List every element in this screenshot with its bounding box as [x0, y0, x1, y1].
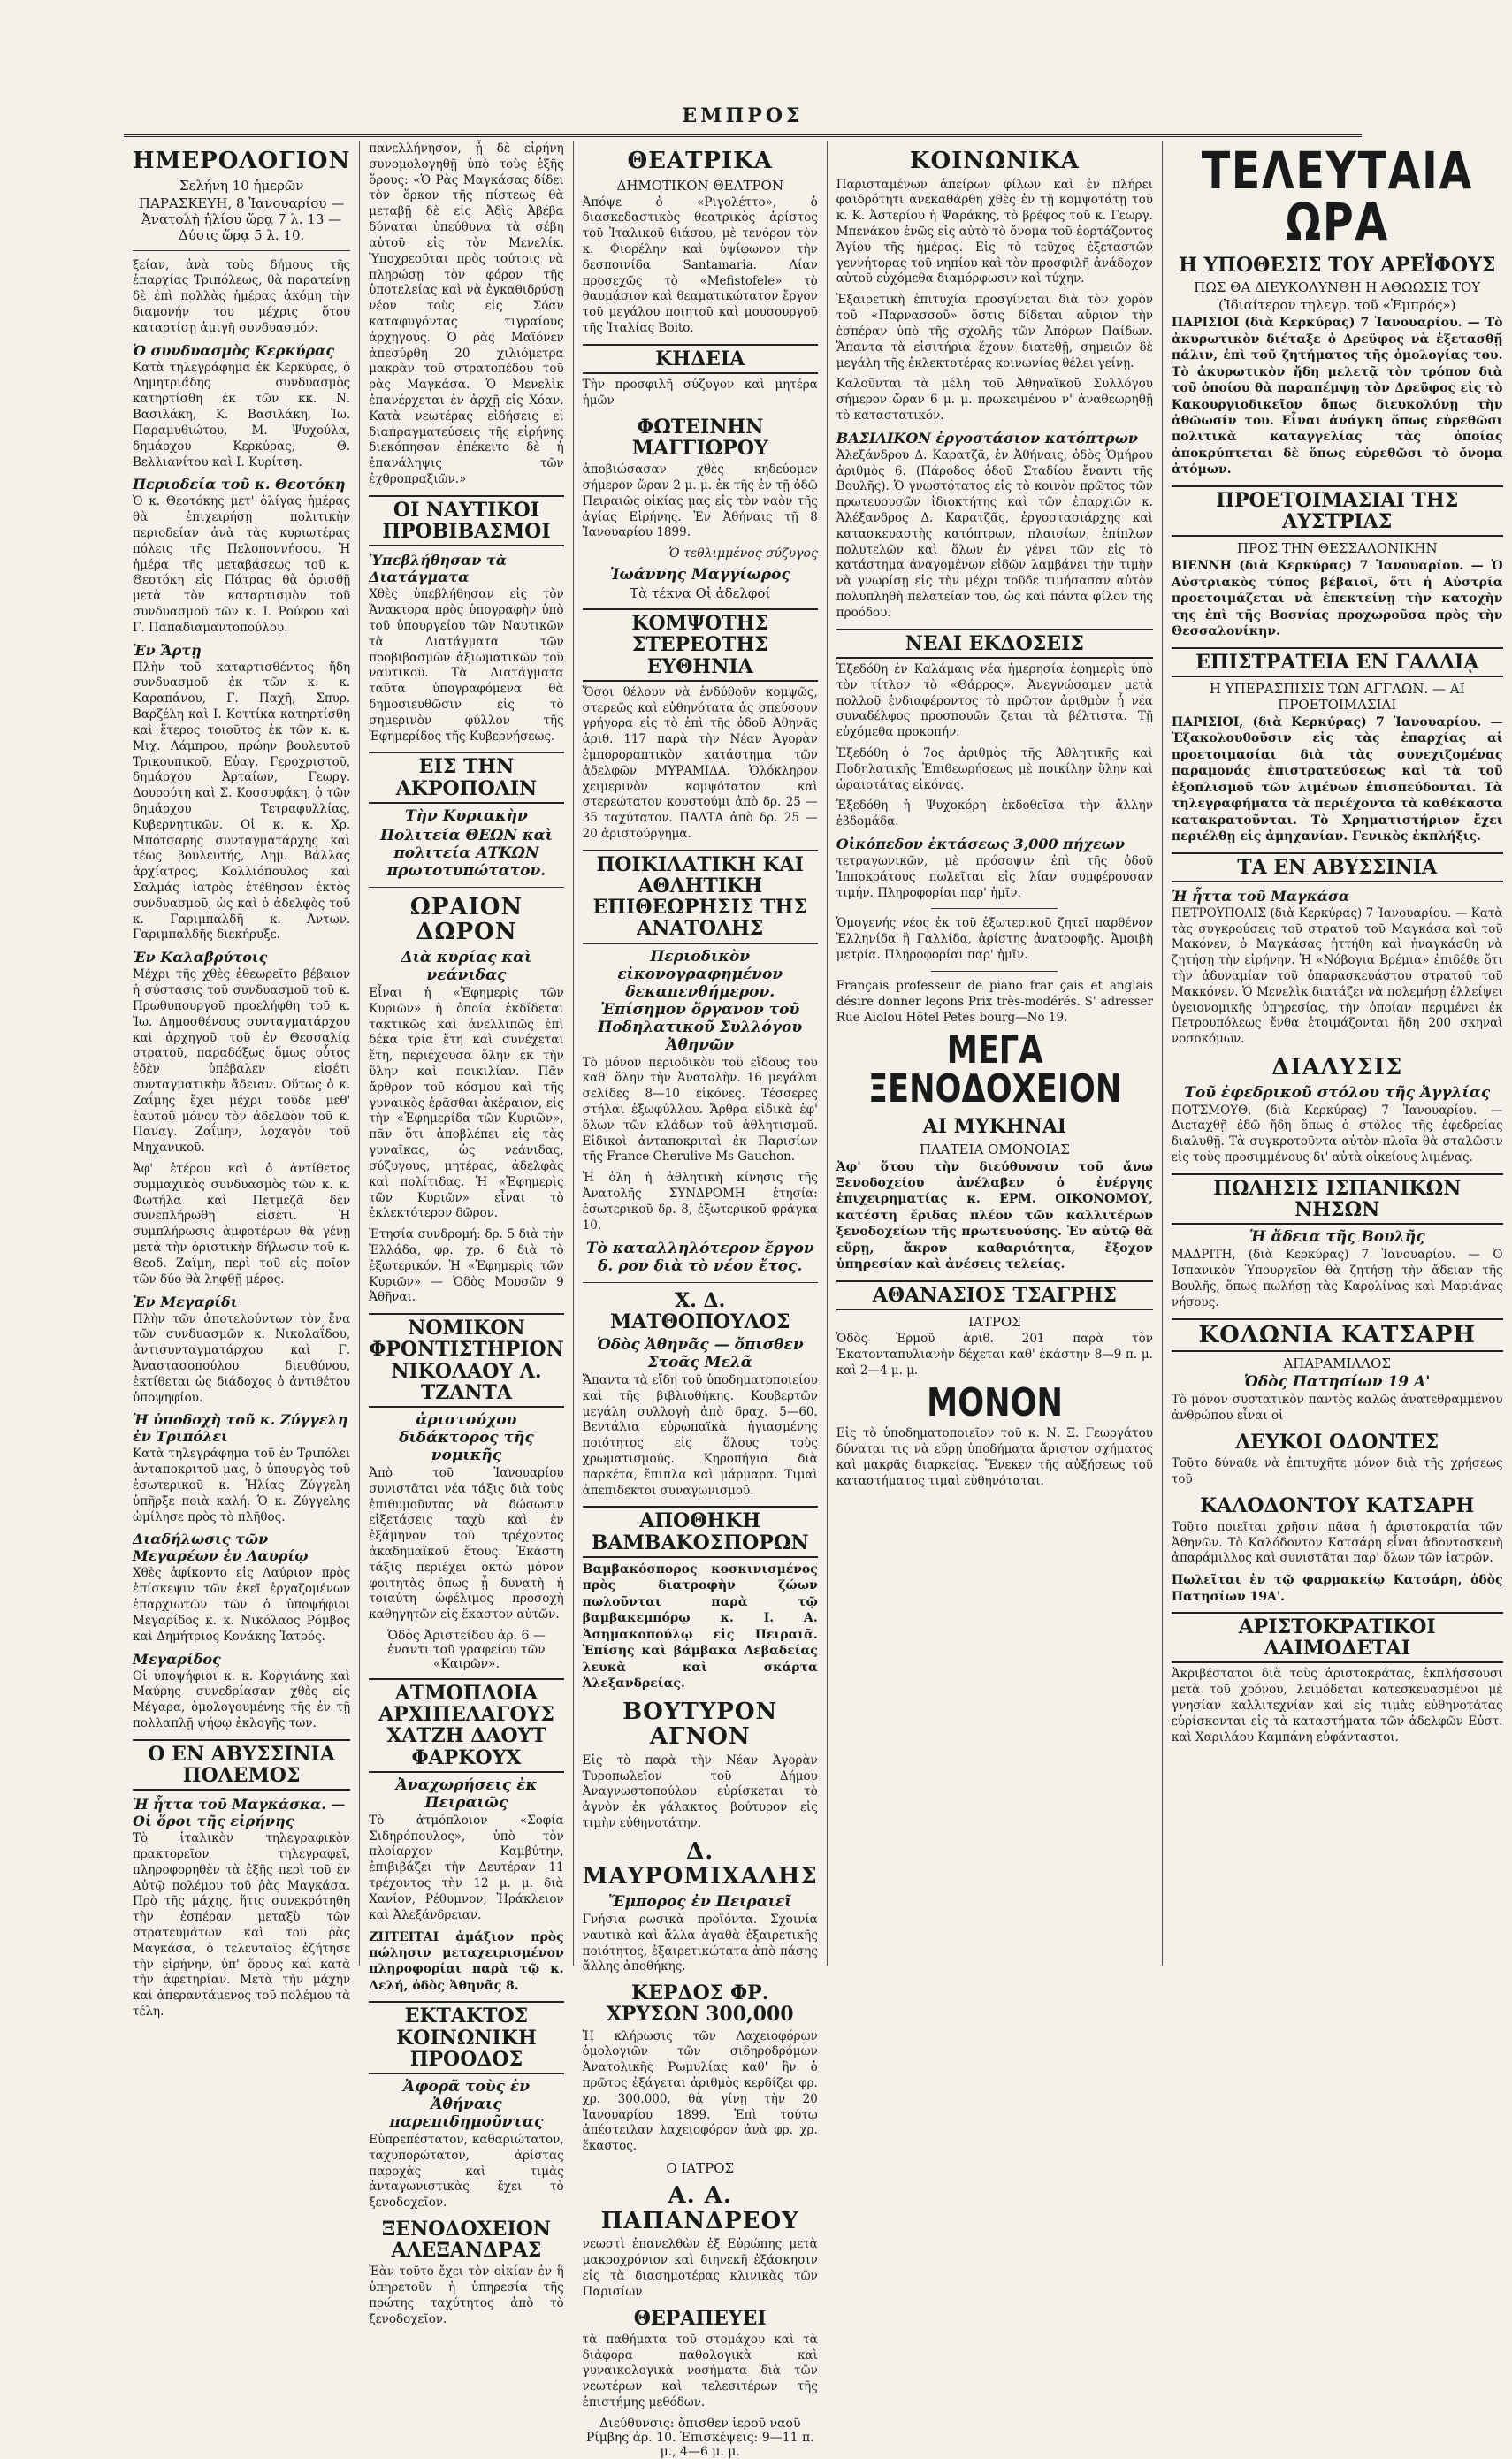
column-2 — [360, 141, 573, 2326]
signature-name: Ἰωάννης Μαγγίωρος — [609, 566, 790, 584]
tailor-sub: Ὁδὸς Ἀθηνᾶς — ὄπισθεν Στοᾶς Μελᾶ — [596, 1335, 804, 1371]
section-heading: Ἡ ὑποδοχὴ τοῦ κ. Ζύγγελη ἐν Τριπόλει — [133, 1411, 348, 1446]
article-text: Τὸ μόνον περιοδικὸν τοῦ εἴδους του καθ' ὅλην τὴν Ἀνατολὴν. 16 μεγάλαι σελίδες 8—10 εἰκόνες. Τέσσερες στήλαι ἐξωφύλλου. Ἄρθρα εἰδικὰ ἐφ' ὅλων τῶν κλάδων τοῦ ἀθλητισμοῦ. Εἰδικοὶ ἀνταποκριταὶ ἐκ Παρισίων τῆς France Cherulive Ms Gauchon. — [582, 1055, 818, 1165]
theatre-title: ΘΕΑΤΡΙΚΑ — [627, 148, 773, 174]
dissolution-title: ΔΙΑΛΥΣΙΣ — [1271, 1054, 1403, 1081]
article-text: ξείαν, ἀνὰ τοὺς δήμους τῆς ἐπαρχίας Τριπόλεως, θὰ παρατείνῃ δὲ ἐπὶ πολλὰς ἡμέρας ἀκόμη τὴν διαμονήν του μέχρις ὅτου καταρτίσῃ ἀμιγῆ συνδυασμόν. — [133, 257, 351, 335]
abyssinia-title: ΤΑ ΕΝ ΑΒΥΣΣΙΝΙΑ — [1172, 852, 1503, 882]
article-text: Εἶναι ἡ «Ἐφημερὶς τῶν Κυριῶν» ἡ ὁποία ἐκδίδεται τακτικῶς καὶ ἀνελλιπῶς ἐπὶ δέκα τρία ἔτη καὶ συνέχεται ἔτη, περιέχουσα ὅλην ἐκ τὴν ὕλην καὶ ποικιλίαν. Πᾶν ἄρθρον τοῦ κόσμου καὶ τῆς γυναικὸς ἐρᾶσθαι ἀκέραιον, εἰς τὴν «Ἐφημερίδα τῶν Κυριῶν», πᾶν ὅτι ἀποβλέπει εἰς τὰς γυναῖκας, ὡς νεάνιδας, σύζυγους, μητέρας, ἀδελφὰς καὶ πολίτιδας. Ἡ «Ἐφημερὶς τῶν Κυριῶν» εἶναι τὸ ἐκλεκτότερον δῶρον. — [369, 985, 564, 1221]
article-text: Μέχρι τῆς χθὲς ἐθεωρεῖτο βέβαιον ἡ σύστασις τοῦ συνδυασμοῦ τοῦ κ. Πρωθυπουργοῦ προελήφθη τοῦ κ. Ἰω. Δημοσθένους συνταγματάρχου καὶ ἀρχηγοῦ τοῦ ἐν Θεσσαλίᾳ στρατοῦ, παραδόξως ὅμως οὗτος ἐδὲν ὑπέβαλεν εἰσέτι συνταγματικὴν ἄδειαν. Οὕτως ὁ κ. Ζαΐμης ἔχει μέχρι τοῦδε μεθ' ἑαυτοῦ μόνον τὸν ἀδελφὸν τοῦ κ. Παναγ. Ζαΐμην, λοχαγὸν τοῦ Μηχανικοῦ. — [133, 967, 351, 1156]
dissolution-sub: Τοῦ ἐφεδρικοῦ στόλου τῆς Ἀγγλίας — [1184, 1083, 1491, 1102]
article-text: ΠΕΤΡΟΥΠΟΛΙΣ (διὰ Κερκύρας) 7 Ἰανουαρίου. — Κατὰ τὰς συγκρούσεις τοῦ στρατοῦ τοῦ Μαγκάσα καὶ τοῦ Μακόνεν, ὁ Μαγκάσας ἡττήθη καὶ ἠναγκάσθη νὰ ζητήσῃ τὴν εἰρήνην. Ἡ «Νόβογια Βρέμια» ἐπιδέθε ὅτι τὴν ἀδυναμίαν τοῦ ὀπαρασκευάστου στρατοῦ τοῦ Μακκόνεν. Ὁ Μενελὶκ διατάζει νὰ πολεμήσῃ ἐλλείψει ὑγειονομικῆς ὑπηρεσίας, τὴν ὁποίαν περιμένει ἐκ Πετρουπόλεως ἔνθα ἑτοιμάζονται ἤδη 200 σκηναὶ νοσοκόμων. — [1171, 905, 1503, 1047]
section-heading: Περιοδεία τοῦ κ. Θεοτόκη — [133, 476, 346, 493]
acropolis-title: ΕΙΣ ΤΗΝ ΑΚΡΟΠΟΛΙΝ — [369, 752, 563, 803]
calendar-title: ΗΜΕΡΟΛΟΓΙΟΝ — [133, 148, 351, 174]
article-text: Τὸ μόνον συστατικὸν παντὸς καλῶς ἀνατεθραμμένου ἀνθρώπου εἶναι οἱ — [1171, 1393, 1503, 1423]
masthead-title: ΕΜΠΡΟΣ — [682, 104, 804, 127]
article-text: Κατὰ τηλεγράφημα τοῦ ἐν Τριπόλει ἀνταποκριτοῦ μας, ὁ ὑπουργὸς τοῦ ἐσωτερικοῦ κ. Ἠλίας Ζύγγελη ὑπῆρξε ποιὰ καλή. Ὁ κ. Ζύγγελης ὡμίλησε πρὸς τὸ πλῆθος. — [133, 1447, 351, 1524]
acropolis-sub: Πολιτεία ΘΕΩΝ καὶ πολιτεία ΑΤΚΩΝ πρωτοτυπώτατον. — [379, 826, 553, 880]
gift-subtitle: Διὰ κυρίας καὶ νεάνιδας — [401, 948, 532, 984]
divider — [931, 971, 1058, 972]
social-title: ΚΟΙΝΩΝΙΚΑ — [909, 148, 1080, 174]
article-text: Ἀπὸ τοῦ Ἰανουαρίου συνιστᾶται νέα τάξις διὰ τοὺς ἐπιθυμοῦντας νὰ δώσωσιν εἰξετάσεις ταχὺ καὶ ἐν ἐξάμηνον τοῦ τρέχοντος ἀκαδημαϊκοῦ ἔτους. Ἑκάστη τάξις περιέχει ὀκτὼ μόνον φοιτητὰς ὅπως ᾖ δυνατὴ ἡ τοιαύτη ὠφέλιμος προσοχὴ καθηγητῶν εἰς ἕκαστον αὐτῶν. — [369, 1465, 564, 1623]
spain-title: ΠΩΛΗΣΙΣ ΙΣΠΑΝΙΚΩΝ ΝΗΣΩΝ — [1172, 1173, 1503, 1225]
article-text: Οἱ ὑποψήφιοι κ. κ. Κοργιάνης καὶ Μαύρης συνεδρίασαν χθὲς εἰς Μέγαρα, ὁμολογουμένης τῆς ἐν τῇ πολλαπλῇ ψήφῳ ἐκλογῆς των. — [133, 1669, 351, 1730]
article-text: Τὸ ἀτμόπλοιον «Σοφία Σιδηρόπουλος», ὑπὸ τὸν πλοίαρχον Καμβύτην, ἐπιβιβάζει τὴν Δευτέραν 11 τρέχοντος τὴν 12 μ. μ. διὰ Χανίον, Ρέθυμνον, Ἡράκλειον καὶ Ἀλεξάνδρειαν. — [369, 1813, 564, 1922]
article-text: Ὁμογενής νέος ἐκ τοῦ ἐξωτερικοῦ ζητεῖ παρθένον Ἑλληνίδα ἢ Γαλλίδα, ἀρίστης ἀνατροφῆς. Ἀμοιβὴ μετρία. Πληροφορίαι παρ' ἡμῖν. — [836, 916, 1153, 963]
product-title: ΚΑΛΟΔΟΝΤΟΥ ΚΑΤΣΑΡΗ — [1200, 1493, 1475, 1517]
doctor-title: Α. Α. ΠΑΠΑΝΔΡΕΟΥ — [600, 2182, 799, 2234]
france-sub: Η ΥΠΕΡΑΣΠΙΣΙΣ ΤΩΝ ΑΓΓΛΩΝ. — ΑΙ ΠΡΟΕΤΟΙΜΑΣΙΑΙ — [1209, 680, 1465, 713]
article-text: Ἀφ' ἑτέρου καὶ ὁ ἀντίθετος συμμαχικὸς συνδυασμὸς τῶν κ. κ. Φωτήλα καὶ Πετμεζᾶ δὲν συνεπλήρωθη εἰσέτι. Ἡ συμπλήρωσις ἀμφοτέρων θὰ γένῃ μετὰ τὴν ὁριστικὴν δήλωσιν τοῦ κ. Θεοδ. Ζαΐμη, περὶ τοῦ εἰς ποῖον τῶν δύο θὰ ληφθῇ μέρος. — [133, 1162, 351, 1287]
article-text: ΒΙΕΝΝΗ (διὰ Κερκύρας) 7 Ἰανουαρίου. — Ὁ Αὐστριακὸς τύπος βέβαιοῖ, ὅτι ἡ Αὐστρία προετοιμάζεται νὰ ἐπεκτείνῃ τὴν κατοχὴν της ἐπὶ τῆς Βοσνίας προχωροῦσα πρὸς τὴν Θεσσαλονίκην. — [1171, 559, 1503, 639]
article-text: Βαμβακόσπορος κοσκινισμένος πρὸς διατροφὴν ζώων πωλοῦνται παρὰ τῷ βαμβακεμπόρῳ κ. Ι. Α. Ἀσημακοπούλῳ εἰς Πειραιᾶ. Ἐπίσης καὶ βάμβακα Λεβαδείας λευκὰ καὶ σκάρτα Ἀλεξανδρείας. — [582, 1562, 818, 1692]
article-text: τὰ παθήματα τοῦ στομάχου καὶ τὰ διάφορα παθολογικὰ καὶ γυναικολογικὰ νοσήματα διὰ τῶν νεωτέρων καὶ τελεσιτέρων τῆς ἐπιστήμης μεθόδων. — [582, 2332, 818, 2409]
section-heading: ΒΑΣΙΛΙΚΟΝ ἐργοστάσιον κατόπτρων — [836, 429, 1139, 447]
article-text: Ἀφ' ὅτου τὴν διεύθυνσιν τοῦ ἄνω Ξενοδοχείου ἀνέλαβεν ὁ ἐνέργης ἐπιχειρηματίας κ. ΕΡΜ. ΟΙΚΟΝΟΜΟΥ, κατέστη ἔριδας πλέον τῶν καλλιτέρων ξενοδοχείων τῆς πρωτευούσης. Ἐν αὐτῷ θὰ εὕρῃ, ἄκρον καθαριότητα, ἔξοχον ὑπηρεσίαν καὶ ἀνέσεις τελείας. — [836, 1159, 1153, 1272]
article-text: Χθὲς ἀφίκοντο εἰς Λαύριον πρὸς ἐπίσκεψιν τῶν ἐκεῖ ἐργαζομένων ἐπαρχιωτῶν τῶν ὁ ὑποψήφιοι Μεγαρίδος κ. κ. Νικόλαος Ρόμβος καὶ Δημήτριος Κονάκης Ἰατρός. — [133, 1566, 351, 1644]
article-text: Τὴν προσφιλῆ σύζυγον καὶ μητέρα ἡμῶν — [582, 378, 818, 408]
article-text: Τὸ ἰταλικὸν τηλεγραφικὸν πρακτορεῖον τηλεγραφεῖ, πληροφορηθὲν τὰ ἐξῆς περὶ τοῦ ἐν Αὐτῷ πολέμου τοῦ ῥὰς Μαγκάσα. Πρὸ τῆς μάχης, ἥτις συνεκρότηθη τὴν ἐσπέραν μεταξὺ τῶν στρατευμάτων καὶ τοῦ ῥὰς Μαγκάσα, ὁ τελευταῖος ἐζήτησε τὴν εἰρήνην, ὑπ' ὅρους καὶ κατὰ τὴν ἀφετηρίαν. Μετὰ τὴν μάχην καὶ ἀπεραντάμενος τοῦ πολέμου τὰ τέλη. — [133, 1831, 351, 2020]
article-text: Ὅσοι θέλουν νὰ ἐνδύθοῦν κομψῶς, στερεῶς καὶ εὐθηνότατα ἀς σπεύσουν γρήγορα εἰς τὸ ἐπὶ τῆς ὁδοῦ Ἀθηνᾶς ἀριθ. 117 παρὰ τὴν Νέαν Ἀγορὰν ἐμποροραπτικὸν κατάστημα τῶν ἀδελφῶν ΜΥΡΑΜΙΔΑ. Ὁλόκληρον χειμερινὸν κομψότατον καὶ στερεώτατον κουστούμι ἀπὸ δρ. 25 — 35 ταχύτατον. ΠΑΛΤΑ ἀπὸ δρ. 25 — 20 ἀριστούργημα. — [582, 684, 818, 842]
pub-title: ΠΟΙΚΙΛΑΤΙΚΗ ΚΑΙ ΑΘΛΗΤΙΚΗ ΕΠΙΘΕΩΡΗΣΙΣ ΤΗΣ ΑΝΑΤΟΛΗΣ — [583, 850, 818, 944]
article-text: Κατὰ τηλεγράφημα ἐκ Κερκύρας, ὁ Δημητριάδης συνδυασμὸς κατηρτίσθη ἐκ τῶν κκ. Ν. Βασιλάκη, Κ. Βασιλάκη, Ἰω. Παραμυθιώτου, Μ. Ψυχούλα, δημάρχου Κερκύρας, Θ. Βελλιανίτου καὶ Ι. Κυρίτση. — [133, 360, 351, 470]
article-text: ἀποβιώσασαν χθὲς κηδεύομεν σήμερον ὥραν 2 μ. μ. ἐκ τῆς ἐν τῇ ὁδῷ Πειραιῶς οἰκίας μας εἰς τὸν ναὸν τῆς ἁγίας Εἰρήνης. Ἐν Ἀθήναις τῇ 8 Ἰανουαρίου 1899. — [582, 462, 818, 540]
law-subtitle: ἀριστούχου διδάκτορος τῆς νομικῆς — [399, 1410, 534, 1464]
acropolis-sub: Τὴν Κυριακὴν — [405, 806, 528, 825]
shop-sub: Ἔμπορος ἐν Πειραιεῖ — [607, 1892, 792, 1911]
tsagris-title: ΑΘΑΝΑΣΙΟΣ ΤΣΑΓΡΗΣ — [836, 1280, 1153, 1310]
dreyfus-sub: ΠΩΣ ΘΑ ΔΙΕΥΚΟΛΥΝΘΗ Η ΑΘΩΩΣΙΣ ΤΟΥ — [1194, 279, 1481, 296]
article-text: πανελλήνησον, ᾗ δὲ εἰρήνη συνομολογηθῇ ὑπὸ τοὺς ἑξῆς ὅρους: «Ὁ Ρὰς Μαγκάσας δίδει τὸν ὅρκον τῆς πίστεως θὰ μεταβῇ δὲ εἰς Ἀδὶς Ἀβέβα δύναται ὑπεύθυνα τὰ σέβη αὐτοῦ εἰς τὸν Μενελίκ. Ὑποχρεοῦται πρὸς τούτοις νὰ πληρώσῃ τὸν φόρον τῆς ὑποτελείας καὶ νὰ ἐγκαθιδρύσῃ νέον τοὺς εἰς Σόαν καταφυγόντας τιγραίους ἀρχηγούς. Ὁ ρὰς Μαϊόνεν ἀπεσύρθη 20 χιλιόμετρα μακρὰν τοῦ στρατοπέδου τοῦ ρὰς Μαγκάσα. Ὁ Μενελὶκ ἐπανέρχεται ἐν ἀρχῇ εἰς Χόαν. Κατὰ νεωτέρας εἰδήσεις εἰ διαπραγματεύσεις τῆς εἰρήνης διεκόπησαν ἐπέκειτο δὲ ἡ ἐπανάληψις τῶν ἐχθροπραξιῶν.» — [369, 141, 564, 487]
doctor-pre: Ο ΙΑΤΡΟΣ — [666, 2160, 735, 2177]
divider — [369, 887, 563, 888]
section-heading: Ἐν Μεγαρίδι — [133, 1293, 238, 1310]
new-editions-title: ΝΕΑΙ ΕΚΔΟΣΕΙΣ — [836, 629, 1153, 659]
article-text: Γνήσια ρωσικὰ προϊόντα. Σχοινία ναυτικὰ καὶ ἄλλα ἀγαθὰ ἐξαιρετικῆς ποιότητος, ἐξαιρετικώτατα ἀπὸ πάσης ἄλλης ἀποθήκης. — [582, 1912, 818, 1974]
funeral-name: ΦΩΤΕΙΝΗΝ ΜΑΓΓΙΩΡΟΥ — [631, 415, 768, 460]
gain-title: ΚΕΡΔΟΣ ΦΡ. ΧΡΥΣΩΝ 300,000 — [606, 1982, 794, 2027]
dreyfus-credit: (Ἰδιαίτερον τηλεγρ. τοῦ «Ἐμπρός») — [1218, 297, 1456, 314]
article-text: Ἐτησία συνδρομή: δρ. 5 διὰ τὴν Ἑλλάδα, φρ. χρ. 6 διὰ τὸ ἐξωτερικόν. Ἡ «Ἐφημερὶς τῶν Κυριῶν» — Ὁδὸς Μουσῶν 9 Ἀθῆναι. — [369, 1227, 564, 1305]
article-text: τετραγωνικῶν, μὲ πρόσοψιν ἐπὶ τῆς ὁδοῦ Ἱπποκράτους πωλεῖται εἰς λίαν συμφέρουσαν τιμήν. Πληροφορίαι παρ' ἡμῖν. — [836, 854, 1153, 900]
article-text: Καλοῦνται τὰ μέλη τοῦ Ἀθηναϊκοῦ Συλλόγου σήμερον ὥραν 6 μ. μ. πρωκειμένου ν' ἀναθεωρηθῇ τὸ καταστατικόν. — [836, 377, 1153, 423]
hotel-place: ΠΛΑΤΕΙΑ ΟΜΟΝΟΙΑΣ — [919, 1141, 1070, 1157]
article-text: ΠΟΤΣΜΟΥΘ, (διὰ Κερκύρας) 7 Ἰανουαρίου. — Διεταχθῇ ἐδῶ ἤδη ὅπως ὁ στόλος τῆς ἐφεδρείας διαλυθῇ. Τὰ συγκροτοῦντα αὐτὸν πλοῖα θὰ σταλῶσιν εἰς τοὺς προσιμμένους δι' αὐτὰ οἰκείους λιμένας. — [1171, 1103, 1503, 1165]
section-heading: Ἐν Ἄρτῃ — [133, 641, 202, 659]
article-text: Ἡ ὀλη ἡ ἀθλητικὴ κίνησις τῆς Ἀνατολῆς ΣΥΝΔΡΟΜΗ ἐτησία: ἐσωτερικοῦ δρ. 8, ἐξωτερικοῦ φράγκα 10. — [582, 1171, 818, 1233]
article-text: Πλὴν τῶν ἀποτελούντων τὸν ἕνα τῶν συνδυασμῶν κ. Νικολαΐδου, ἀντισυνταγματάρχου καὶ Γ. Ἀναστασοπούλου διευθύνου, ἐκτίθεται ὡς διάδοχος ὁ ἀντιθέτου ὑποψηφίου. — [133, 1311, 351, 1405]
pub-extra: Τὸ καταλληλότερον ἔργον δ. ρον διὰ τὸ νέον ἔτος. — [585, 1239, 814, 1275]
article-text: Ἐξαιρετικὴ ἐπιτυχία προσγίνεται διὰ τὸν χορὸν τοῦ «Παρνασσοῦ» ὅστις δίδεται αὔριον τὴν ἑσπέραν ὑπὸ τῆς σχολῆς τῶν Ἀπόρων Παίδων. Ἅπαντα τὰ εἰσιτήρια ἔχουν διατεθῇ, σημειῶν δὲ μεγάλη τῆς ἐκλεκτοτέρας κοινωνίας θέλει γείνῃ. — [836, 293, 1153, 370]
late-news-title: ΤΕΛΕΥΤΑΙΑ ΩΡΑ — [1201, 141, 1473, 252]
article-text: Ἀλεξάνδρου Δ. Καρατζᾶ, ἐν Ἀθήναις, ὁδὸς Ὁμήρου ἀριθμὸς 6. (Πάροδος ὁδοῦ Σταδίου ἔναντι τῆς Βουλῆς). Ὁ γνωστότατος εἰς τὸ κοινὸν πρῶτος τῶν πρωτευουσῶν ἰδιοκτήτης καὶ τῶν ἐπαρχιῶν κ. Ἀλέξανδρος Δ. Καρατζᾶς, ἐργοστασιάρχης καὶ κατασκευαστὴς κατόπτρων, πλαισίων, ἐπίπλων πολυτελῶν καὶ ὅλων ἐν γένει τῶν εἰς τὸ κατάστημα ἀναγομένων εἰδῶν λαμβάνει τὴν τιμὴν νὰ γνωρίσῃ εἰς τὴν μέχρι τοῦδε τιμήσασαν αὐτὸν πολυπληθὴ πελατείαν του, ὡς καὶ πάντα φίλον τῆς προόδου. — [836, 447, 1153, 620]
spain-sub: Ἡ ἄδεια τῆς Βουλῆς — [1249, 1228, 1425, 1247]
only-title: ΜΟΝΟΝ — [926, 1380, 1063, 1426]
signature-family: Τὰ τέκνα Οἱ ἀδελφοί — [630, 585, 771, 602]
article-text: Χθὲς ὑπεβλήθησαν εἰς τὸν Ἄνακτορα πρὸς ὑπογραφὴν ὑπὸ τοῦ ὑπουργείου τῶν Ναυτικῶν τὰ Διατάγματα τῶν προβιβασμῶν ἀξιωματικῶν τοῦ ναυτικοῦ. Τὰ Διατάγματα ταῦτα ὑπογραφόμενα θὰ δημοσιευθῶσιν εἰς τὸ σημερινὸν φύλλον τῆς Ἐφημερίδος τῆς Κυβερνήσεως. — [369, 587, 564, 744]
shoes-title: ΚΟΜΨΟΤΗΣ ΣΤΕΡΕΟΤΗΣ ΕΥΘΗΝΙΑ — [583, 608, 818, 682]
section-heading: Οἰκόπεδον ἐκτάσεως 3,000 πήχεων — [836, 836, 1126, 853]
theatre-sub: ΔΗΜΟΤΙΚΟΝ ΘΕΑΤΡΟΝ — [616, 177, 783, 194]
aristo-title: ΑΡΙΣΤΟΚΡΑΤΙΚΟΙ ΛΑΙΜΟΔΕΤΑΙ — [1172, 1612, 1503, 1663]
section-heading: Μεγαρίδος — [133, 1650, 221, 1668]
article-text: Τοῦτο δύναθε νὰ ἐπιτυχῆτε μόνον διὰ τῆς χρήσεως τοῦ — [1171, 1455, 1503, 1486]
hotel-title: ΜΕΓΑ ΞΕΝΟΔΟΧΕΙΟΝ — [867, 1027, 1122, 1112]
section-heading: Ὁ συνδυασμὸς Κερκύρας — [133, 341, 335, 359]
section-heading: Ἐν Καλαβρύτοις — [133, 949, 268, 966]
war-title: Ο ΕΝ ΑΒΥΣΣΙΝΙΑ ΠΟΛΕΜΟΣ — [133, 1739, 350, 1791]
divider — [931, 908, 1058, 909]
butter-title: ΒΟΥΤΥΡΟΝ ΑΓΝΟΝ — [622, 1698, 778, 1751]
article-text: Ἐξεδόθη ὁ 7ος ἀριθμὸς τῆς Ἀθλητικῆς καὶ Ποδηλατικῆς Ἐπιθεωρήσεως μὲ ποικίλην ὕλην καὶ ὡραιοτάτας εἰκόνας. — [836, 745, 1153, 792]
gift-title: ΩΡΑΙΟΝ ΔΩΡΟΝ — [409, 893, 523, 946]
article-text: Ἀπόψε ὁ «Ριγολέττο», ὁ διασκεδαστικὸς θεατρικὸς ἀρίστος τοῦ Ἰταλικοῦ θιάσου, μὲ τενόρον τὸν κ. Φιορέλην καὶ ὑψίφωνον τὴν δεσποινίδα Santamaria. Λίαν προσεχῶς τὸ «Mefistofele» τὸ θαυμάσιον καὶ θεαματικώτατον ἔργον τοῦ μεγάλου ποιητοῦ καὶ μουσουργοῦ τῆς Ἰταλίας Boito. — [582, 195, 818, 336]
tailor-title: Χ. Δ. ΜΑΤΘΟΠΟΥΛΟΣ — [609, 1288, 790, 1333]
hotel-alexandra-title: ΞΕΝΟΔΟΧΕΙΟΝ ΑΛΕΞΑΝΔΡΑΣ — [381, 2218, 552, 2263]
article-text: Ἅπαντα τὰ εἴδη τοῦ ὑποδηματοποιείου καὶ τῆς βιβλιοθήκης. Κουβερτῶν μεγάλη συλλογὴ ἀπὸ δραχ. 5—60. Βεντάλια εὐρωπαϊκὰ ἡγιασμένης ποιότητος εἰς ὅλους τοὺς χρωματισμούς. Κηροπήγια διὰ παρκέτα, ἔπιπλα καὶ μάρμαρα. Τιμαὶ ἀπεπιδεκτοι συναγωνισμοῦ. — [582, 1372, 818, 1498]
france-title: ΕΠΙΣΤΡΑΤΕΙΑ ΕΝ ΓΑΛΛΙᾼ — [1172, 647, 1503, 677]
column-1 — [124, 141, 360, 2020]
austria-title: ΠΡΟΕΤΟΙΜΑΣΙΑΙ ΤΗΣ ΑΥΣΤΡΙΑΣ — [1172, 485, 1503, 537]
wanted-ad: ΖΗΤΕΙΤΑΙ ἀμάξιον πρὸς πώλησιν μεταχειρισμένον πληροφορίαι παρὰ τῷ κ. Δελή, ὁδὸς Ἀθηνᾶς 8. — [369, 1929, 564, 1993]
cologne-address: Ὁδὸς Πατησίων 19 Α' — [1244, 1373, 1431, 1392]
column-5 — [1163, 141, 1512, 1966]
teeth-title: ΛΕΥΚΟΙ ΟΔΟΝΤΕΣ — [1235, 1430, 1439, 1454]
law-address: Ὁδὸς Ἀριστείδου ἀρ. 6 — ἐναντι τοῦ γραφείου τῶν «Καιρῶν». — [387, 1629, 546, 1672]
date-line: ΠΑΡΑΣΚΕΥΗ, 8 Ἰανουαρίου — Ἀνατολὴ ἡλίου ὥρᾳ 7 λ. 13 — Δύσις ὥρᾳ 5 λ. 10. — [138, 195, 345, 243]
article-text: Ὁ κ. Θεοτόκης μετ' ὀλίγας ἡμέρας θὰ ἐπιχειρήσῃ πολιτικὴν περιοδείαν ἀνὰ τὰς κυριωτέρας πόλεις τῆς Πελοποννήσου. Ἡ ἡμέρα τῆς μεταβάσεως τοῦ κ. Θεοτόκη εἰς Πάτρας θὰ ὁρισθῇ μετὰ τὸν καταρτισμὸν τοῦ συνδυασμοῦ τῶν κ. Ι. Ρούφου καὶ Γ. Παπαδιαμαντοπούλου. — [133, 494, 351, 635]
column-3 — [574, 141, 828, 2459]
article-text: ΜΑΔΡΙΤΗ, (διὰ Κερκύρας) 7 Ἰανουαρίου. — Ὁ Ἱσπανικὸν Ὑπουργεῖον θὰ ζητήσῃ τὴν ἄδειαν τῆς Βουλῆς, ὅπως πωλήσῃ τὰς Καρολίνας καὶ Μαριάνας νήσους. — [1171, 1248, 1503, 1310]
shop-title: Δ. ΜΑΥΡΟΜΙΧΑΛΗΣ — [582, 1837, 818, 1890]
war-subtitle: Ἡ ἧττα τοῦ Μαγκάσκα. — Οἱ ὅροι τῆς εἰρήνης — [133, 1796, 346, 1830]
article-text: Παρισταμένων ἀπείρων φίλων καὶ ἐν πλήρει φαιδρότητι ἀνεκαθάρθη χθὲς ἐν τῇ κομψοτάτῃ τοῦ κ. Κ. Ἀστερίου ἡ Ψαράκης, τὸ βρέφος τοῦ κ. Γεωργ. Μπενάκου ἐνῶς εἰς αὐτὸ τὸ ὄνομα τοῦ ἑορτάζοντος Ἁγίου τῆς ἡμέρας. Εἰς τὸ τεῦχος ἐξεταστῶν γεννήτορας τοῦ νηπίου καὶ τὸν προσφιλῆ ἀνάδοχον αὐτοῦ εὐχόμεθα διαμόρφωσιν καὶ τύχην. — [836, 177, 1153, 286]
tsagris-sub: ΙΑΤΡΟΣ — [967, 1314, 1021, 1330]
cologne-title: ΚΟΛΩΝΙΑ ΚΑΤΣΑΡΗ — [1172, 1318, 1503, 1353]
article-text: Ἐξεδόθη ἐν Καλάμαις νέα ἡμερησία ἐφημερὶς ὑπὸ τὸν τίτλον τὸ «Θάρρος». Ἀνεγνώσαμεν μετὰ πολλοῦ ἐνδιαφέροντος τὸ πρῶτον ἀριθμὸν ᾗ νέα συναδέλφος προσπουῶν ζεται τὰ βέλτιστα. Τῇ εὐχόμεθα προκοπήν. — [836, 661, 1153, 740]
doctor-address: Διεύθυνσις: ὄπισθεν ἱεροῦ ναοῦ Ρίμβης ἀρ. 10. Ἐπισκέψεις: 9—11 π. μ., 4—6 μ. μ. — [585, 2416, 814, 2459]
masthead — [124, 104, 1362, 137]
article-text: Εἰς τὸ ὑποδηματοποιεῖον τοῦ κ. Ν. Ξ. Γεωργάτου δύναται τις νὰ εὕρῃ ὑποδήματα ἄριστον σχήματος καὶ μακρᾶς διαρκείας. Ἕνεκεν τῆς αὐξήσεως τοῦ καταστήματος τιμαὶ εὐθηνόταται. — [836, 1426, 1153, 1488]
article-text: Ἐξεδόθη ἡ Ψυχοκόρη ἐκδοθεῖσα τὴν ἄλλην ἐβδομάδα. — [836, 798, 1153, 829]
hotel-name: ΑΙ ΜΥΚΗΝΑΙ — [922, 1115, 1067, 1139]
navy-subtitle: Ὑπεβλήθησαν τὰ Διατάγματα — [369, 552, 508, 586]
article-text: Πωλεῖται ἐν τῷ φαρμακείῳ Κατσάρη, ὁδὸς Πατησίων 19Α'. — [1171, 1573, 1503, 1604]
cotton-title: ΑΠΟΘΗΚΗ ΒΑΜΒΑΚΟΣΠΟΡΩΝ — [583, 1506, 818, 1557]
moon-line: Σελήνη 10 ἡμερῶν — [179, 177, 304, 194]
doctor-heal: ΘΕΡΑΠΕΥΕΙ — [633, 2306, 767, 2330]
column-4 — [828, 141, 1163, 1966]
pub-sub: Περιοδικὸν εἰκονογραφημένον δεκαπενθήμερον. Ἐπίσημον ὄργανον τοῦ Ποδηλατικοῦ Συλλόγου Ἀθηνῶν — [598, 947, 803, 1054]
article-text: Français professeur de piano frar çais et anglais désire donner leçons Prix très-modérés. S' adresser Rue Aiolou Hôtel Petes bourg—No 19. — [836, 978, 1153, 1025]
ship-title: ΑΤΜΟΠΛΟΙΑ ΑΡΧΙΠΕΛΑΓΟΥΣ ΧΑΤΖΗ ΔΑΟΥΤ ΦΑΡΚΟΥΧ — [369, 1678, 563, 1773]
article-text: Ὁδὸς Ἑρμοῦ ἀριθ. 201 παρὰ τὸν Ἐκατονταπυλιανὴν δέχεται καθ' ἑκάστην 8—9 π. μ. καὶ 2—4 μ. μ. — [836, 1332, 1153, 1378]
signature: Ὁ τεθλιμμένος σύζυγος — [668, 546, 818, 561]
divider — [133, 250, 350, 251]
navy-title: ΟΙ ΝΑΥΤΙΚΟΙ ΠΡΟΒΙΒΑΣΜΟΙ — [369, 495, 563, 546]
article-text: Ἐὰν τοῦτο ἔχει τὸν οἰκίαν ἐν ἣ ὑπηρετοῦν ἡ ὑπηρεσία τῆς πρώτης ταχύτητος ἀπὸ τὸ ξενοδοχεῖον. — [369, 2264, 564, 2326]
ship-subtitle: Ἀναχωρήσεις ἐκ Πειραιῶς — [395, 1776, 538, 1812]
funeral-title: ΚΗΔΕΙΑ — [583, 344, 818, 374]
social-progress-title: ΕΚΤΑΚΤΟΣ ΚΟΙΝΩΝΙΚΗ ΠΡΟΟΔΟΣ — [369, 2001, 563, 2074]
dreyfus-title: Η ΥΠΟΘΕΣΙΣ ΤΟΥ ΑΡΕΪΦΟΥΣ — [1179, 254, 1496, 277]
article-text: Ἀκριβέστατοι διὰ τοὺς ἀριστοκράτας, ἐκπλήσσουσι μετὰ τοῦ χρόνου, λειμόδεται κατεσκευασμένοι μὲ γνησίαν καλλιτεχνίαν καὶ εἰς τιμὰς εὐθηνοτάτας εὑρίσκονται εἰς τὰ καταστήματα τῶν ἀδελφῶν Εὐστ. καὶ Χαριλάου Καμπάνη εὐφάνταστοι. — [1171, 1667, 1503, 1745]
article-text: Εἰς τὸ παρὰ τὴν Νέαν Ἀγορὰν Τυροπωλεῖον τοῦ Δήμου Ἀναγνωστοπούλου εὑρίσκεται τὸ ἀγνὸν ἐκ γάλακτος βούτυρον εἰς τιμὴν εὐθηνοτάτην. — [582, 1753, 818, 1830]
article-text: ΠΑΡΙΣΙΟΙ, (διὰ Κερκύρας) 7 Ἰανουαρίου. — Ἐξακολουθοῦσιν εἰς τὰς ἐπαρχίας αἱ προετοιμασίαι διὰ τὰς συνεχιζομένας παραμονάς ἐπιστρατεύσεως καὶ τὰ τοῦ ἐξοπλισμοῦ τῶν λιμένων ἐπισπεύδονται. Τὰ τηλεγραφήματα τὰ περιέχοντα τὰ καθέκαστα κατακρατοῦνται. Τὸ Χρηματιστήριον ἔχει περιέλθῃ εἰς ἀμηχανίαν. Γενικὸς ἐκπλήξις. — [1171, 714, 1503, 844]
section-heading: Διαδήλωσις τῶν Μεγαρέων ἐν Λαυρίῳ — [133, 1531, 309, 1565]
article-text: Πλὴν τοῦ καταρτισθέντος ἤδη συνδυασμοῦ ἐκ τῶν κ. κ. Καραπάνου, Γ. Παχῆ, Σπυρ. Βαρζέλη καὶ Ι. Κοττίκα κατηρτίσθη καὶ ἕτερος τοιοῦτος ἐκ τῶν κ. κ. Μιχ. Λάμπρου, πρώην βουλευτοῦ Τρικουπικοῦ, Εὐαγ. Γεροχριστοῦ, δημάρχου Ἀρταίων, Γεωργ. Δουρούτη καὶ Σ. Κοσσυφάκη, ὁ τῶν δημάρχου Τετραφυλλίας, Κυβερνητικῶν. Οἱ κ. κ. Χρ. Μπότσαρης συνταγματάρχης καὶ τέως βουλευτής, Δημ. Βάλλας ἀρχίατρος, Κολλιόπουλος καὶ Σαλμάς ἰατρὸς ἐτέθησαν ἐκτὸς συνδυασμοῦ, ὡς καὶ ὁ ἀδελφὸς τοῦ κ. Γαριμπαλδῆ κ. Ἀντων. Γαριμπαλδῆς διεκήρυξε. — [133, 660, 351, 943]
columns — [124, 141, 1503, 2459]
article-text: Τοῦτο ποιεῖται χρῆσιν πᾶσα ἡ ἀριστοκρατία τῶν Ἀθηνῶν. Τὸ Καλόδοντον Κατσάρη εἶναι ἀδοντοσκευὴ ἀπαράμιλλος καὶ συνιστᾶται παρ' ὅλων τῶν ἰατρῶν. — [1171, 1519, 1503, 1566]
article-text: Εὐπρεπέστατον, καθαριώτατον, ταχυπορώτατον, ἀρίστας παροχὰς καὶ τιμὰς ἀνταγωνιστικὰς ἔχει τὸ ξενοδοχεῖον. — [369, 2132, 564, 2211]
divider — [583, 1282, 818, 1283]
abyssinia-sub: Ἡ ἧττα τοῦ Μαγκάσα — [1171, 887, 1350, 905]
social-progress-sub: Ἀφορᾶ τοὺς ἐν Ἀθήναις παρεπιδημοῦντας — [389, 2077, 544, 2131]
article-text: νεωστὶ ἐπανελθὼν ἐξ Εὐρώπης μετὰ μακροχρόνιον καὶ διηνεκῆ ἐξάσκησιν εἰς τὰ διασημοτέρας κλινικὰς τῶν Παρισίων — [582, 2237, 818, 2299]
article-text: ΠΑΡΙΣΙΟΙ (διὰ Κερκύρας) 7 Ἰανουαρίου. — Τὸ ἀκυρωτικὸν διέταξε ὁ Δρεϋφος νὰ ἐξετασθῇ πάλιν, ἐπὶ τοῦ ζητήματος τῆς ὁμολογίας του. Τὸ ἀκυρωτικὸν ἤδη μελετᾷ τὸν τρόπον διὰ τοῦ ὁποίου θὰ παραπέμψῃ τὸν Δρεϋφος εἰς τὸ Κακουργιοδικεῖον ὅπως διευκολύνῃ τὴν ἀθῶωσίν του. Εἶναι ἀνάγκη ὅπως εὑρεθῶσι πολιτικὰ καταγγελίας τὰς ὁποίας ἀποκρύπτεται δὲ ὅπως εὑρεθῶσι τὸ ὄνομα ἀτόμων. — [1171, 316, 1503, 477]
law-title: ΝΟΜΙΚΟΝ ΦΡΟΝΤΙΣΤΗΡΙΟΝ ΝΙΚΟΛΑΟΥ Λ. ΤΖΑΝΤΑ — [369, 1313, 563, 1408]
austria-sub: ΠΡΟΣ ΤΗΝ ΘΕΣΣΑΛΟΝΙΚΗΝ — [1236, 540, 1438, 557]
cologne-sub: ΑΠΑΡΑΜΙΛΛΟΣ — [1283, 1356, 1391, 1372]
article-text: Ἡ κλήρωσις τῶν Λαχειοφόρων ὁμολογιῶν τῶν σιδηροδρόμων Ἀνατολικῆς Ρωμυλίας καθ' ἣν ὁ πρῶτος ἐξάγεται ἀριθμὸς κερδίζει φρ. χρ. 300.000, θὰ γίνῃ τὴν 20 Ἰανουαρίου 1899. Ἐπὶ τούτῳ ἀπέστειλαν λαχειοφόρον ἀνὰ φρ. χρ. ἕκαστος. — [582, 2028, 818, 2154]
